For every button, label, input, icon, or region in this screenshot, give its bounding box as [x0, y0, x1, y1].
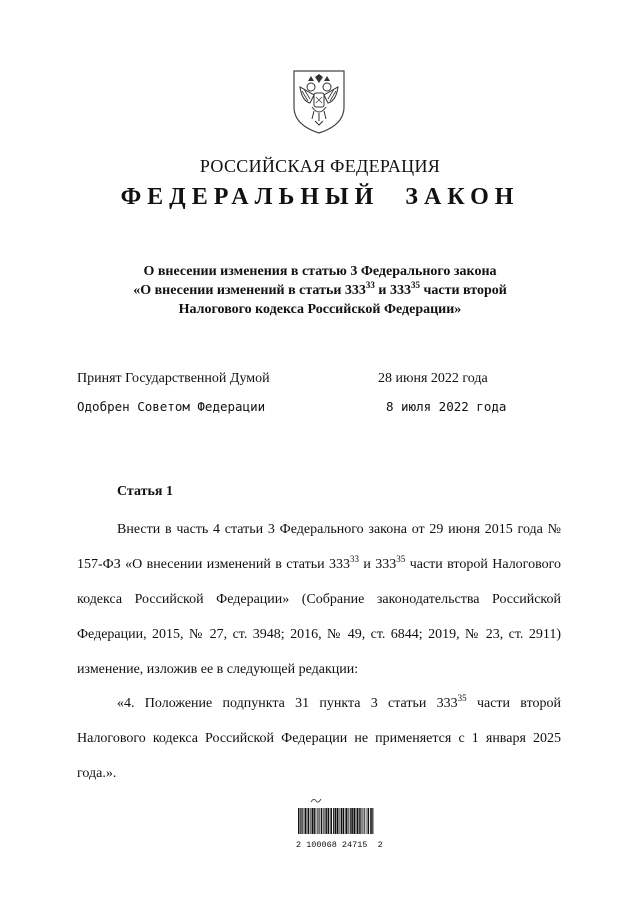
article-heading: Статья 1 [117, 484, 173, 499]
duma-label: Принят Государственной Думой [77, 371, 270, 386]
title-line-3: Налогового кодекса Российской Федерации» [178, 302, 462, 317]
country-heading: РОССИЙСКАЯ ФЕДЕРАЦИЯ [199, 156, 441, 176]
coat-of-arms-emblem [288, 67, 350, 135]
article-paragraph-1: Внести в часть 4 статьи 3 Федерального закона от 29 июня 2015 года № 157-ФЗ «О внесении изменений в статьи $333^{33}$ и $333^{35}$ части второй Налогового кодекса Российской Федерации» (Собрание законодательства Российской Федерации, 2015, № 27, ст. 3948; 2016, № 49, ст. 6844; 2019, № 23, ст. 2911) изменение, изложив ее в следующей редакции: [77, 522, 561, 677]
signature-mark-icon [310, 796, 322, 804]
article-paragraph-2: «4. Положение подпункта 31 пункта 3 статьи $333^{35}$ части второй Налогового кодекса Российской Федерации не применяется с 1 января 2025 года.». [77, 693, 561, 781]
barcode [296, 800, 383, 850]
duma-date: 28 июня 2022 года [378, 371, 488, 386]
council-label: Одобрен Советом Федерации [77, 399, 266, 414]
barcode-number: 2 100068 24715 2 [296, 840, 383, 850]
title-line-1: О внесении изменения в статью 3 Федерального закона [143, 264, 497, 279]
council-date: 8 июля 2022 года [386, 399, 507, 414]
document-type-heading: ФЕДЕРАЛЬНЫЙ ЗАКОН [120, 184, 520, 210]
law-title [0, 262, 640, 319]
title-line-2: «О внесении изменений в статьи $333^{33}$ и $333^{35}$ части второй [133, 280, 507, 298]
barcode-bars [296, 800, 376, 836]
